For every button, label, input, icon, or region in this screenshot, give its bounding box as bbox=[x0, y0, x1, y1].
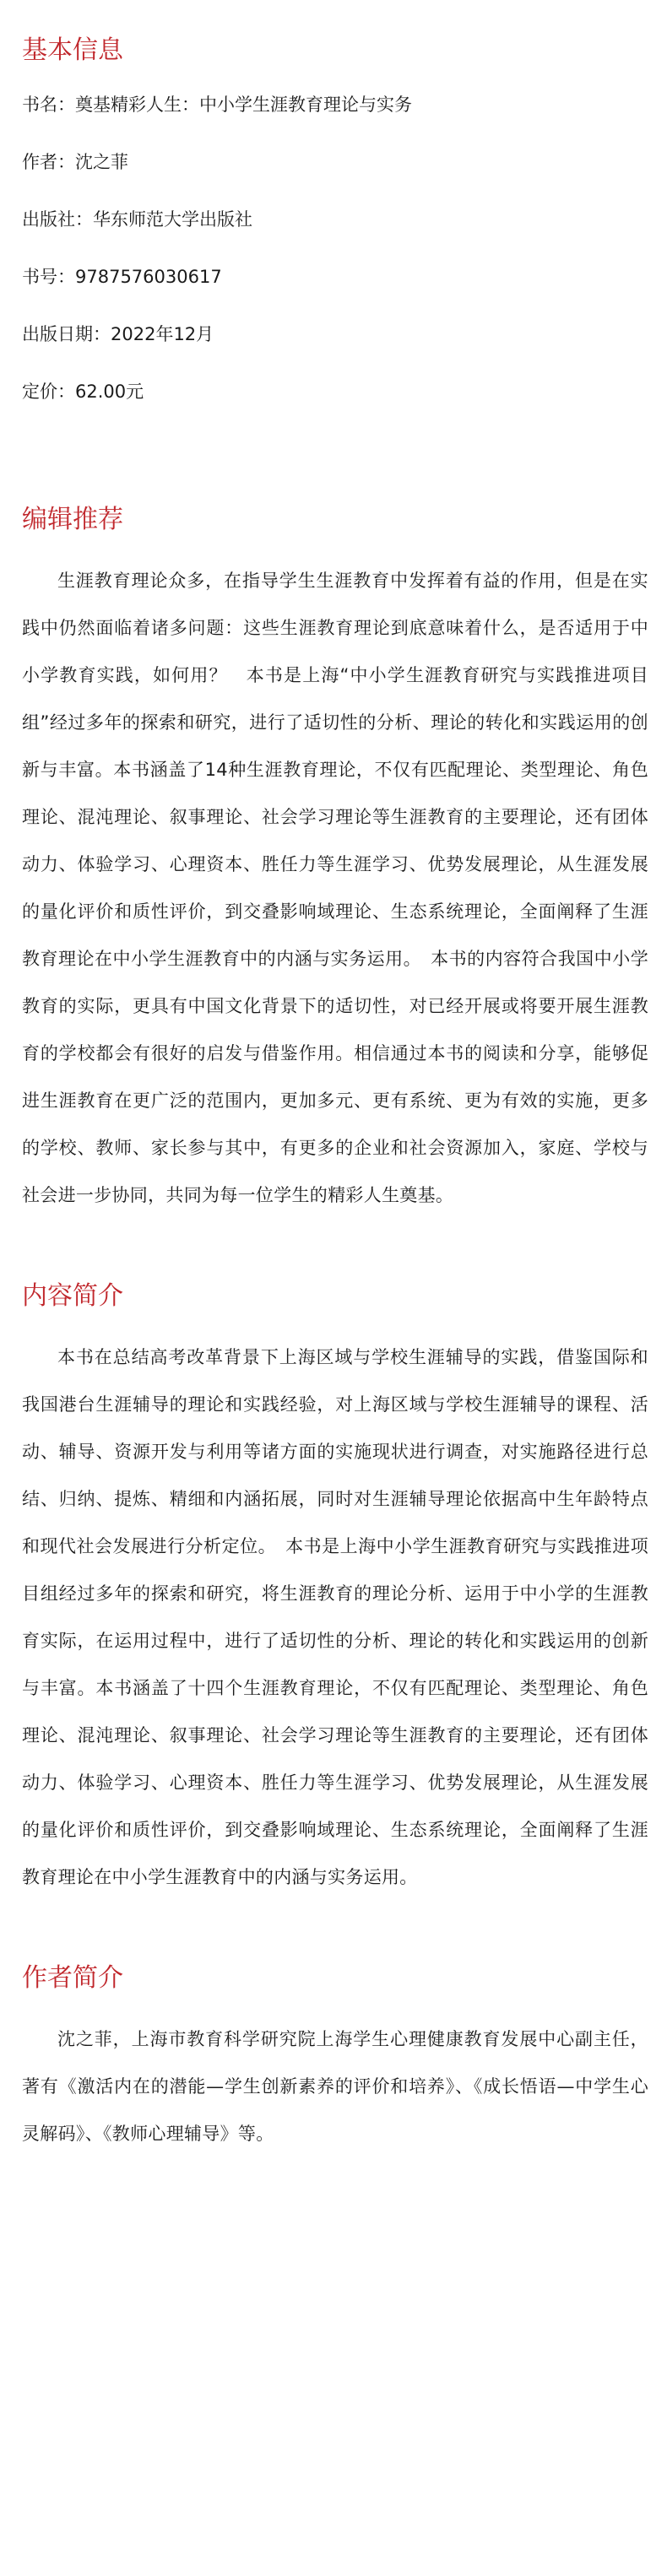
author-intro-section bbox=[22, 1901, 648, 2157]
content-intro-title: 内容简介 bbox=[22, 1281, 123, 1311]
author-label: 作者： bbox=[22, 152, 75, 172]
editor-recommendation-section bbox=[22, 437, 648, 1219]
publish-date-value: 2022年12月 bbox=[111, 324, 214, 344]
isbn-value: 9787576030617 bbox=[75, 267, 222, 287]
isbn-row bbox=[22, 265, 648, 289]
author-intro-title: 作者简介 bbox=[22, 1963, 123, 1993]
publisher-label: 出版社： bbox=[22, 209, 93, 230]
publisher-value: 华东师范大学出版社 bbox=[93, 209, 252, 230]
publish-date-row bbox=[22, 322, 648, 346]
editor-recommendation-title: 编辑推荐 bbox=[22, 505, 123, 534]
book-title-label: 书名： bbox=[22, 95, 75, 115]
author-row bbox=[22, 150, 648, 174]
content-intro-text: 本书在总结高考改革背景下上海区域与学校生涯辅导的实践，借鉴国际和我国港台生涯辅导的理论和实践经验，对上海区域与学校生涯辅导的课程、活动、辅导、资源开发与利用等诸方面的实施现状进行调查，对实施路径进行总结、归纳、提炼、精细和内涵拓展，同时对生涯辅导理论依据高中生年龄特点和现代社会发展进行分析定位。 本书是上海中小学生涯教育研究与实践推进项目组经过多年的探索和研究，将生涯教育的理论分析、运用于中小学的生涯教育实际，在运用过程中，进行了适切性的分析、理论的转化和实践运用的创新与丰富。本书涵盖了十四个生涯教育理论，不仅有匹配理论、类型理论、角色理论、混沌理论、叙事理论、社会学习理论等生涯教育的主要理论，还有团体动力、体验学习、心理资本、胜任力等生涯学习、优势发展理论，从生涯发展的量化评价和质性评价，到交叠影响域理论、生态系统理论，全面阐释了生涯教育理论在中小学生涯教育中的内涵与实务运用。 bbox=[22, 1347, 648, 1887]
content-intro-section bbox=[22, 1219, 648, 1901]
book-title-row bbox=[22, 93, 648, 116]
editor-recommendation-text: 生涯教育理论众多，在指导学生生涯教育中发挥着有益的作用，但是在实践中仍然面临着诸多问题：这些生涯教育理论到底意味着什么，是否适用于中小学教育实践，如何用？ 本书是上海“中小学生涯教育研究与实践推进项目组”经过多年的探索和研究，进行了适切性的分析、理论的转化和实践运用的创新与丰富。本书涵盖了14种生涯教育理论，不仅有匹配理论、类型理论、角色理论、混沌理论、叙事理论、社会学习理论等生涯教育的主要理论，还有团体动力、体验学习、心理资本、胜任力等生涯学习、优势发展理论，从生涯发展的量化评价和质性评价，到交叠影响域理论、生态系统理论，全面阐释了生涯教育理论在中小学生涯教育中的内涵与实务运用。 本书的内容符合我国中小学教育的实际，更具有中国文化背景下的适切性，对已经开展或将要开展生涯教育的学校都会有很好的启发与借鉴作用。相信通过本书的阅读和分享，能够促进生涯教育在更广泛的范围内，更加多元、更有系统、更为有效的实施，更多的学校、教师、家长参与其中，有更多的企业和社会资源加入，家庭、学校与社会进一步协同，共同为每一位学生的精彩人生奠基。 bbox=[22, 571, 648, 1205]
basic-info-title: 基本信息 bbox=[22, 35, 123, 65]
price-value: 62.00元 bbox=[75, 382, 144, 402]
isbn-label: 书号： bbox=[22, 267, 75, 287]
publish-date-label: 出版日期： bbox=[22, 324, 111, 344]
basic-info-section bbox=[22, 0, 648, 403]
author-value: 沈之菲 bbox=[75, 152, 128, 172]
price-row bbox=[22, 380, 648, 403]
author-intro-text: 沈之菲，上海市教育科学研究院上海学生心理健康教育发展中心副主任，著有《激活内在的潜能—学生创新素养的评价和培养》、《成长悟语—中学生心灵解码》、《教师心理辅导》等。 bbox=[22, 2029, 648, 2144]
price-label: 定价： bbox=[22, 382, 75, 402]
book-title-value: 奠基精彩人生：中小学生涯教育理论与实务 bbox=[75, 95, 412, 115]
publisher-row bbox=[22, 208, 648, 231]
